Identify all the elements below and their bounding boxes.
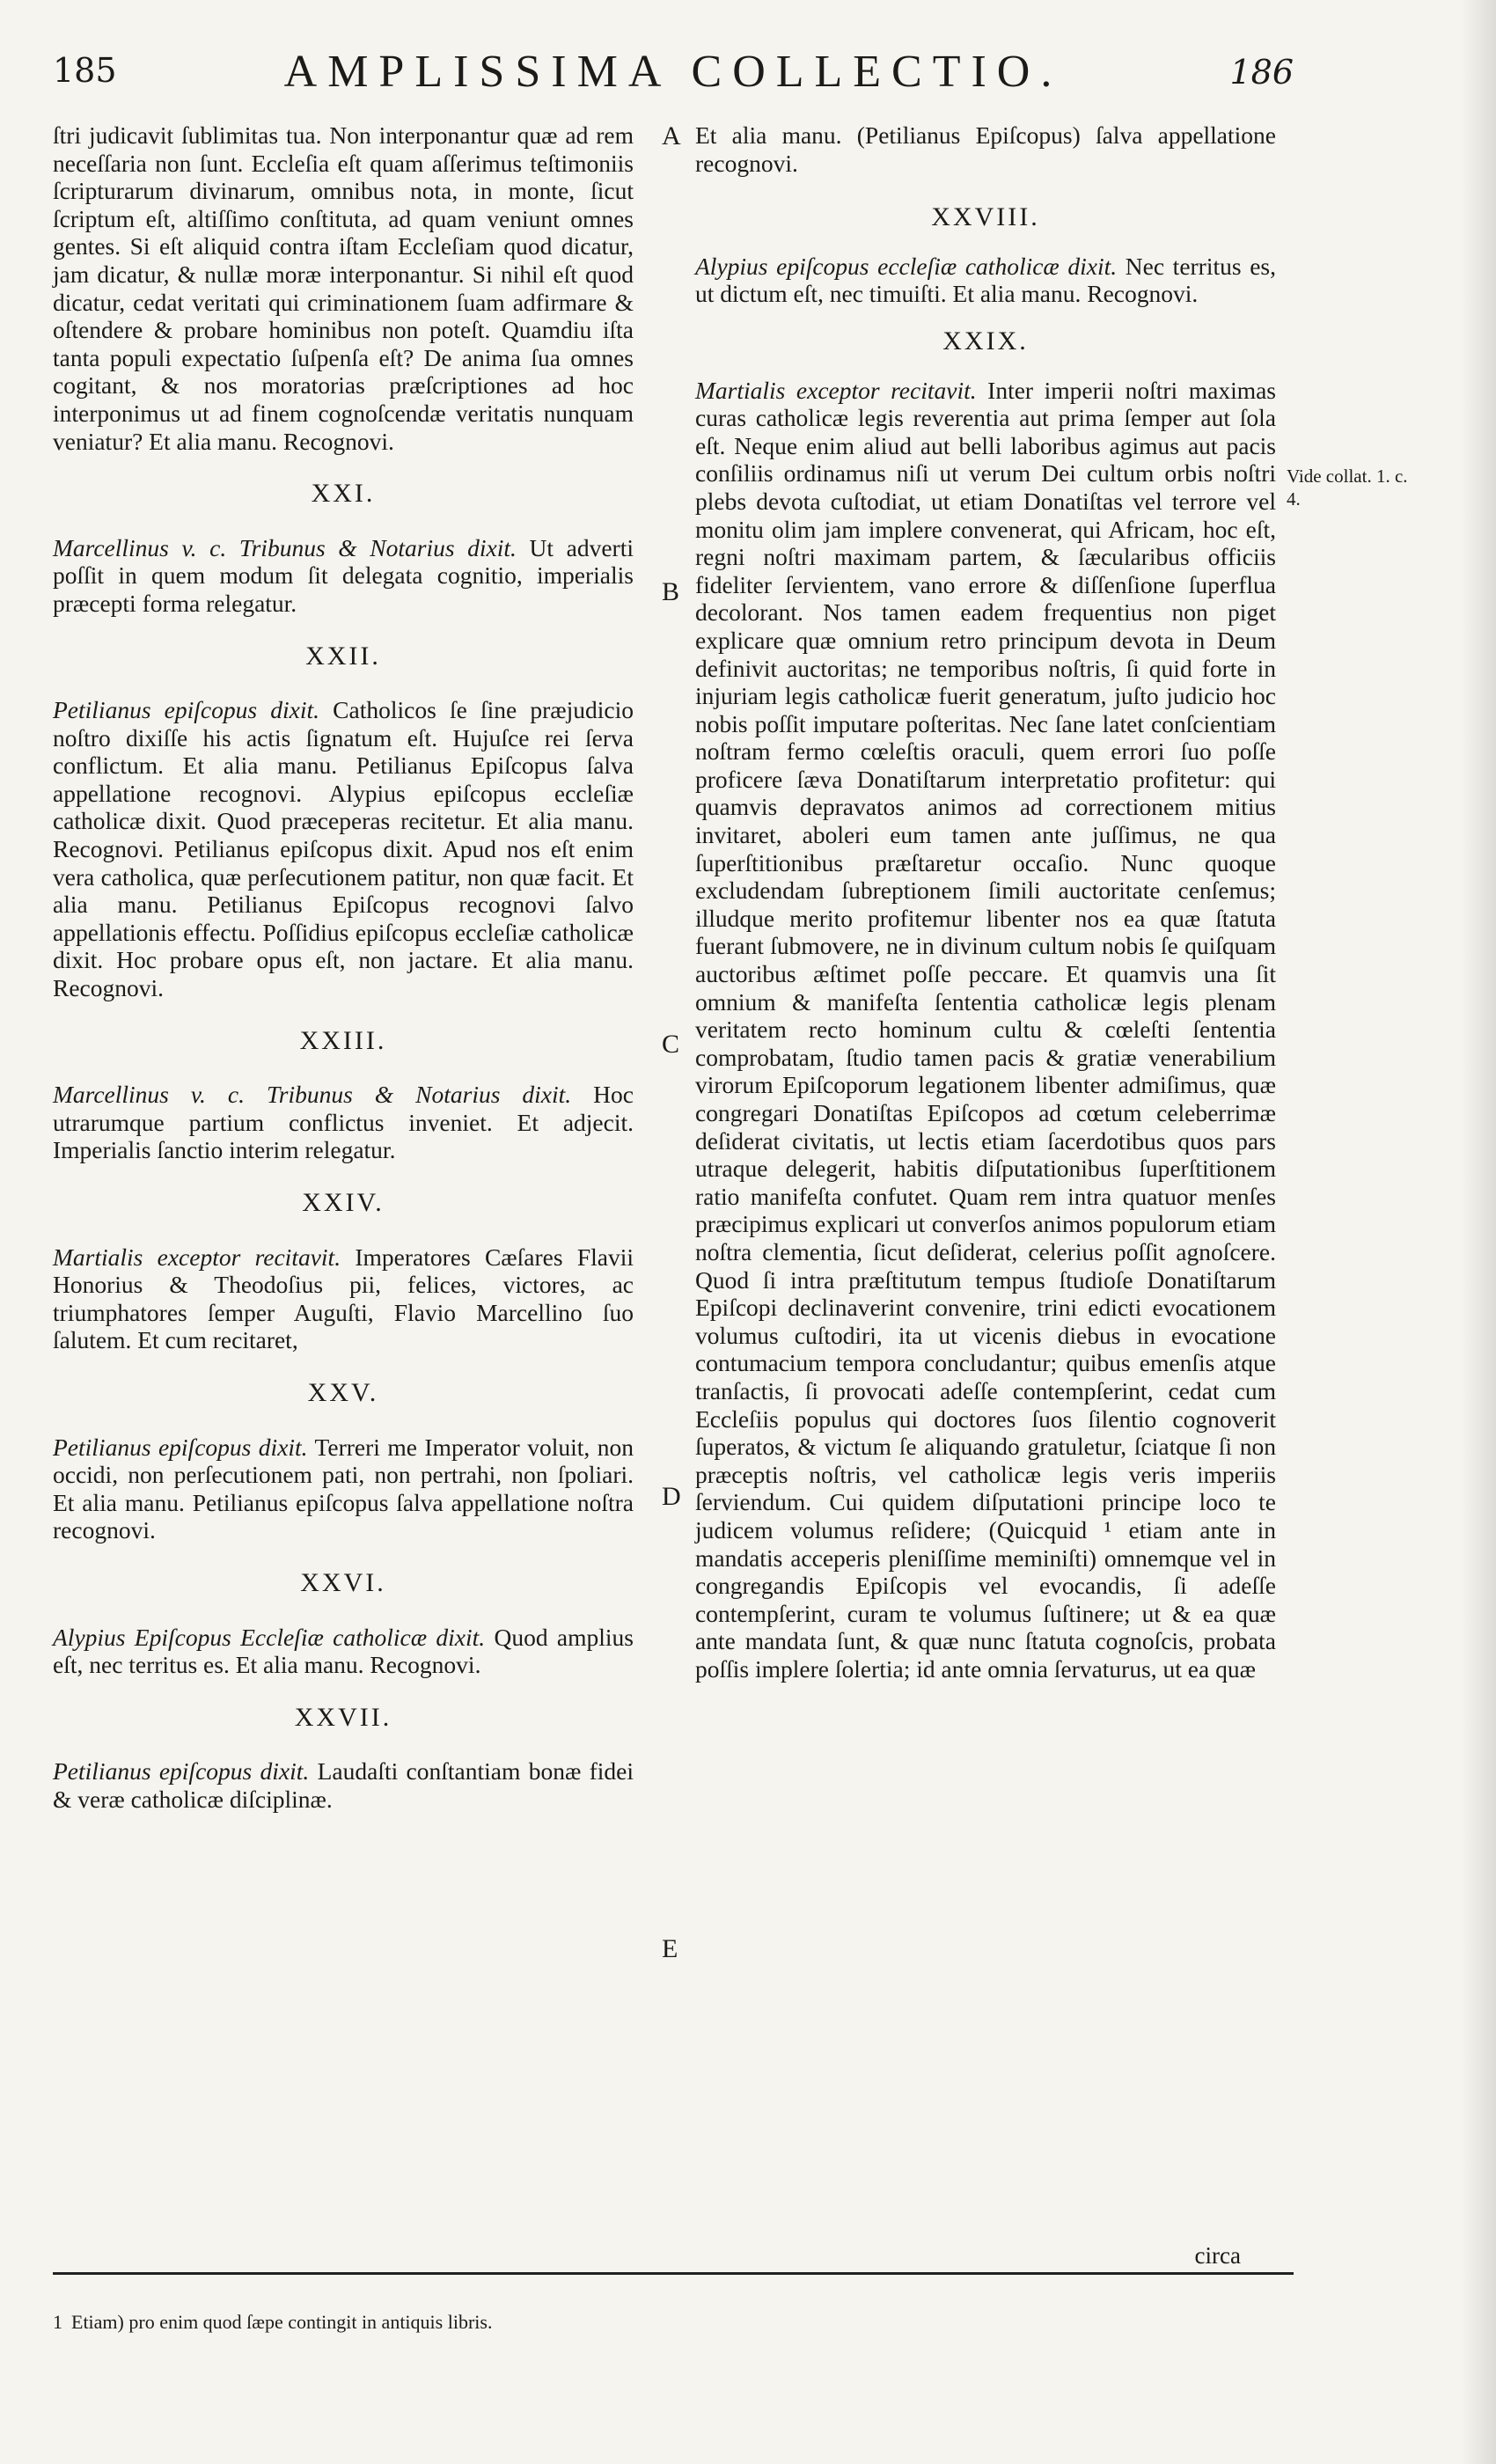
section-xxiv bbox=[53, 1189, 634, 1354]
running-title: AMPLISSIMA COLLECTIO. bbox=[283, 47, 1063, 97]
speaker: Martialis exceptor recitavit. bbox=[53, 1243, 341, 1271]
left-column bbox=[53, 121, 634, 1814]
left-column-intro: ſtri judicavit ſublimitas tua. Non interponantur quæ ad rem neceſſaria non ſunt. Eccleſia eſt quam aſſerimus teſtimoniis ſcripturarum divinarum, omnibus nota, in monte, ſicut ſcriptum eſt, altiſſimo conſtituta, ad quam veniunt omnes gentes. Si eſt aliquid contra iſtam Eccleſiam quod dicatur, jam dicatur, & nullæ moræ interponantur. Si nihil eſt quod dicatur, cedat veritati qui criminationem ſuam adfirmare & oſtendere & probare hominibus non poteſt. Quamdiu iſta tanta populi expectatio ſuſpenſa eſt? De anima ſua omnes cogitant, & nos moratorias præſcriptiones ad hoc interponimus ut ad finem cognoſcendæ veritatis nunquam veniatur? Et alia manu. Recognovi. bbox=[53, 121, 634, 455]
section-heading: XXIII. bbox=[299, 1025, 387, 1055]
section-text: Nec territus es, ut dictum eſt, nec timuiſti. Et alia manu. Recognovi. bbox=[695, 252, 1276, 308]
section-xxviii bbox=[695, 203, 1276, 308]
section-xxi bbox=[53, 480, 634, 617]
speaker: Alypius epiſcopus eccleſiæ catholicæ dixit. bbox=[695, 252, 1118, 280]
right-column-intro: Et alia manu. (Petilianus Epiſcopus) ſalva appellatione recognovi. bbox=[695, 121, 1276, 177]
section-text: Inter imperii noſtri maximas curas catholicæ legis reverentia aut prima ſemper aut ſola eſt. Neque enim aliud aut belli laboribus agimus aut pacis conſiliis ordinamus niſi ut verum Dei cultum orbis noſtri plebs devota cuſtodiat, ut etiam Donatiſtas vel terrore vel monitu olim jam implere convenerat, qui Africam, hoc eſt, regni noſtri maximam partem, & ſæcularibus officiis fideliter ſervientem, vano errore & diſſenſione ſuperflua decolorant. Nos tamen eadem frequentius non piget explicare quæ omnium retro principum devota in Deum definivit auctoritas; ne temporibus noſtris, ſi quid forte in injuriam legis catholicæ fuerit generatum, juſto judicio hoc nobis poſſit imputare poſteritas. Nec ſane latet conſcientiam noſtram fermo cœleſtis oraculi, quem errori ſuo poſſe proficere ſæva Donatiſtarum interpretatio profitetur: qui quamvis depravatos animos ad correctionem mitius invitaret, aboleri eum tamen ante juſſimus, ne qua ſuperſtitionibus præſtaretur occaſio. Nunc quoque excludendam ſubreptionem ſimili auctoritate cenſemus; illudque merito profitemur libenter nos ea quæ ſtatuta fuerant ſubmovere, ne in divinum cultum nobis ſe quiſquam auctoribus æſtimet poſſe peccare. Et quamvis una ſit omnium & manifeſta ſententia catholicæ legis plenam veritatem recto hominum cultu & cœleſti ſententia comprobatam, ſtudio tamen pacis & gratiæ venerabilium virorum Epiſcoporum legationem libenter admiſimus, quæ congregari Donatiſtas Epiſcopos ad cœtum celeberrimæ deſiderat civitatis, ut lectis etiam ſacerdotibus quos pars utraque delegerit, habitis diſputationibus ſuperſtitionem ratio manifeſta confutet. Quam rem intra quatuor menſes præcipimus explicari ut converſos animos populorum etiam noſtra clementia, ſicut deſiderat, celerius poſſit agnoſcere. Quod ſi intra præſtitutum tempus ſtudioſe Donatiſtarum Epiſcopi declinaverint convenire, trini edicti evocationem volumus cuſtodiri, ita ut vicenis diebus in evocatione contumacium tempora concludantur; quibus emenſis atque tranſactis, ſi provocati adeſſe contempſerint, cedat cum Eccleſiis populus qui doctores ſuos ſilentio cognoverit ſuperatos, & victum ſe aliquando gratuletur, ſciatque ſi non præceptis noſtris, vel catholicæ legis veris imperiis ſerviendum. Cui quidem diſputationi principe loco te judicem volumus reſidere; (Quicquid ¹ etiam ante in mandatis acceperis pleniſſime meminiſti) omnemque vel in congregandis Epiſcopis vel evocandis, ſi adeſſe contempſerint, curam te volumus ſuſtinere; ut & ea quæ ante mandata ſunt, & quæ nunc ſtatuta cognoſcis, probata poſſis implere ſolertia; id ante omnia ſervaturus, ut ea quæ bbox=[695, 376, 1277, 1683]
margin-marker-c: C bbox=[662, 1030, 680, 1059]
footnote bbox=[53, 2311, 1294, 2334]
footnote-text: Etiam) pro enim quod ſæpe contingit in antiquis libris. bbox=[71, 2311, 493, 2333]
section-text: Terreri me Imperator voluit, non occidi, non perſecutionem pati, non pertrahi, non ſpoliari. Et alia manu. Petilianus epiſcopus ſalva appellatione noſtra recognovi. bbox=[53, 1433, 634, 1544]
section-text: Laudaſti conſtantiam bonæ fidei & veræ catholicæ diſciplinæ. bbox=[53, 1757, 634, 1813]
section-xxix bbox=[695, 327, 1276, 1683]
margin-note: Vide collat. 1. c. 4. bbox=[1287, 466, 1408, 510]
margin-marker-b: B bbox=[662, 577, 680, 606]
page-number-right: 186 bbox=[1229, 53, 1294, 92]
running-header bbox=[53, 42, 1294, 104]
gutter-shadow bbox=[1461, 0, 1496, 2464]
speaker: Martialis exceptor recitavit. bbox=[695, 376, 977, 404]
section-text: Imperatores Cæſares Flavii Honorius & Theodoſius pii, felices, victores, ac triumphatores ſemper Auguſti, Flavio Marcellino ſuo ſalutem. Et cum recitaret, bbox=[53, 1243, 634, 1354]
section-text: Quod amplius eſt, nec territus es. Et alia manu. Recognovi. bbox=[53, 1623, 634, 1679]
speaker: Petilianus epiſcopus dixit. bbox=[53, 1433, 308, 1461]
section-heading: XXVIII. bbox=[931, 202, 1040, 232]
footnote-rule bbox=[53, 2272, 1294, 2275]
speaker: Alypius Epiſcopus Eccleſiæ catholicæ dixit. bbox=[53, 1623, 486, 1651]
section-xxv bbox=[53, 1379, 634, 1544]
page-number-left: 185 bbox=[53, 51, 117, 90]
section-xxii bbox=[53, 642, 634, 1002]
speaker: Marcellinus v. c. Tribunus & Notarius dixit. bbox=[53, 1081, 572, 1109]
margin-marker-e: E bbox=[662, 1934, 678, 1963]
speaker: Marcellinus v. c. Tribunus & Notarius dixit. bbox=[53, 533, 517, 561]
section-heading: XXIV. bbox=[302, 1188, 385, 1217]
margin-marker-a: A bbox=[662, 121, 681, 150]
speaker: Petilianus epiſcopus dixit. bbox=[53, 696, 319, 724]
section-text: Ut adverti poſſit in quem modum ſit delegata cognitio, imperialis præcepti forma relegatur. bbox=[53, 533, 634, 617]
speaker: Petilianus epiſcopus dixit. bbox=[53, 1757, 310, 1786]
footnote-number: 1 bbox=[53, 2311, 62, 2333]
catchword: circa bbox=[1194, 2242, 1241, 2269]
section-text: Catholicos ſe ſine præjudicio noſtro dixiſſe his actis ſignatum eſt. Hujuſce rei ſerva conflictum. Et alia manu. Petilianus Epiſcopus ſalva appellatione recognovi. Alypius epiſcopus eccleſiæ catholicæ dixit. Quod præceperas recitetur. Et alia manu. Recognovi. Petilianus epiſcopus dixit. Apud nos eſt enim vera catholica, quæ perſecutionem patitur, non quæ facit. Et alia manu. Petilianus Epiſcopus recognovi ſalvo appellationis effectu. Poſſidius epiſcopus eccleſiæ catholicæ dixit. Hoc probare opus eſt, non jactare. Et alia manu. Recognovi. bbox=[53, 696, 634, 1002]
section-heading: XXII. bbox=[305, 641, 381, 671]
section-xxvii bbox=[53, 1704, 634, 1814]
section-heading: XXVII. bbox=[294, 1702, 392, 1732]
section-text: Hoc utrarumque partium conflictus inveniet. Et adjecit. Imperialis ſanctio interim relegatur. bbox=[53, 1081, 634, 1164]
section-heading: XXIX. bbox=[942, 326, 1029, 356]
margin-marker-d: D bbox=[662, 1482, 681, 1511]
section-heading: XXVI. bbox=[300, 1567, 386, 1597]
section-xxvi bbox=[53, 1569, 634, 1679]
section-heading: XXI. bbox=[311, 479, 376, 509]
section-xxiii bbox=[53, 1027, 634, 1164]
section-heading: XXV. bbox=[307, 1377, 379, 1407]
right-column bbox=[695, 121, 1276, 1683]
